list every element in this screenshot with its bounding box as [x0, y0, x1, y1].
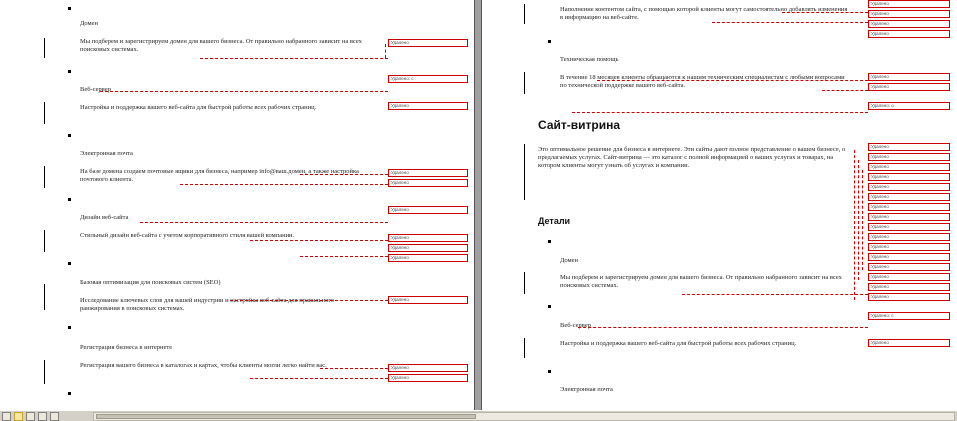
deletion-balloon[interactable]: Удалено — [868, 183, 950, 191]
deletion-balloon[interactable]: Удалено — [868, 233, 950, 241]
change-bar — [524, 144, 525, 200]
deletion-balloon[interactable]: Удалено — [388, 234, 468, 242]
webserver-paragraph: Настройка и поддержка вашего веб-сайта для быстрой работы всех рабочих страниц. — [80, 104, 317, 111]
deletion-balloon[interactable]: Удалено — [388, 102, 468, 110]
deletion-balloon[interactable]: Удалено — [868, 253, 950, 261]
change-bar — [44, 230, 45, 252]
revision-line — [682, 294, 868, 295]
deletion-balloon[interactable]: Удалено: о — [868, 102, 950, 110]
change-bar — [524, 338, 525, 358]
document-page-left[interactable] — [0, 0, 474, 410]
support-paragraph: В течение 18 месяцев клиенты обращаются к нашим техническим специалистам с любыми вопросами по технической поддержке вашего веб-сайта. — [560, 74, 845, 89]
intro-paragraph: Это оптимальное решение для бизнеса в интернете. Эти сайты дают полное представление о вашем бизнесе, о предлагаемых услугах. Сайт-витрина — это каталог с полной информацией о ваших услугах и товарах, на котором клиенты могут узнать об услугах и компании. — [538, 146, 846, 169]
revision-line — [822, 90, 868, 91]
change-bar — [44, 38, 45, 58]
deletion-balloon[interactable]: Удалено — [868, 283, 950, 291]
revision-line — [862, 170, 863, 270]
change-bar — [524, 4, 525, 24]
revision-line — [854, 150, 855, 300]
revision-line — [782, 12, 868, 13]
list-bullet — [68, 134, 71, 137]
deletion-balloon[interactable]: Удалено — [868, 273, 950, 281]
revision-line — [100, 91, 388, 92]
email-heading: Электронная почта — [80, 150, 133, 157]
domain-paragraph: Мы подберем и зарегистрируем домен для вашего бизнеса. От правильно набранного зависит на всех поисковых системах. — [560, 274, 842, 289]
revision-line — [300, 256, 388, 257]
support-heading: Техническая помощь — [560, 56, 619, 63]
scrollbar-thumb[interactable] — [96, 414, 476, 419]
revision-line — [250, 240, 388, 241]
deletion-balloon[interactable]: Удалено: с — [388, 75, 468, 83]
deletion-balloon[interactable]: Удалено — [868, 83, 950, 91]
list-bullet — [548, 240, 551, 243]
deletion-balloon[interactable]: Удалено — [388, 39, 468, 47]
deletion-balloon[interactable]: Удалено — [388, 364, 468, 372]
email-heading: Электронная почта — [560, 386, 613, 393]
deletion-balloon[interactable]: Удалено — [388, 296, 468, 304]
email-paragraph: На базе домена создаем почтовые ящики для бизнеса, например info@ваш.домен, а также настройка почтового клиента. — [80, 168, 359, 183]
web-layout-view-icon[interactable] — [26, 412, 35, 421]
deletion-balloon[interactable]: Удалено — [868, 143, 950, 151]
deletion-balloon[interactable]: Удалено — [388, 179, 468, 187]
revision-line — [200, 58, 388, 59]
details-heading: Детали — [538, 216, 571, 226]
seo-paragraph: Исследование ключевых слов для вашей индустрии и настройка веб-сайта для правильного ранжирования в поисковых системах. — [80, 297, 335, 312]
list-bullet — [68, 7, 71, 10]
deletion-balloon[interactable]: Удалено — [868, 203, 950, 211]
deletion-balloon[interactable]: Удалено — [388, 254, 468, 262]
deletion-balloon[interactable]: Удалено — [868, 263, 950, 271]
webserver-heading: Веб-сервер — [80, 86, 111, 93]
deletion-balloon[interactable]: Удалено — [868, 223, 950, 231]
list-bullet — [68, 392, 71, 395]
change-bar — [44, 102, 45, 124]
reading-view-icon[interactable] — [50, 412, 59, 421]
deletion-balloon[interactable]: Удалено — [868, 163, 950, 171]
normal-view-icon[interactable] — [2, 412, 11, 421]
status-bar — [0, 410, 957, 421]
deletion-balloon[interactable]: Удалено — [868, 0, 950, 8]
deletion-balloon[interactable]: Удалено — [388, 374, 468, 382]
revision-line — [320, 368, 388, 369]
design-paragraph: Стильный дизайн веб-сайта с учетом корпоративного стиля вашей компании. — [80, 232, 295, 239]
revision-line — [712, 22, 868, 23]
change-bar — [44, 284, 45, 310]
webserver-heading: Веб-сервер — [560, 322, 591, 329]
seo-heading: Базовая оптимизация для поисковых систем (SEO) — [80, 279, 221, 286]
print-layout-view-icon[interactable] — [14, 412, 23, 421]
domain-heading: Домен — [560, 257, 579, 264]
list-bullet — [68, 70, 71, 73]
deletion-balloon[interactable]: Удалено — [868, 213, 950, 221]
deletion-balloon[interactable]: Удалено — [868, 153, 950, 161]
deletion-balloon[interactable]: Удалено — [868, 10, 950, 18]
deletion-balloon[interactable]: Удалено — [868, 193, 950, 201]
list-bullet — [548, 305, 551, 308]
deletion-balloon[interactable]: Удалено — [868, 20, 950, 28]
page-separator — [474, 0, 482, 410]
revision-line — [300, 174, 388, 175]
deletion-balloon[interactable]: Удалено — [388, 169, 468, 177]
section-heading: Сайт-витрина — [538, 118, 620, 132]
revision-line — [230, 300, 388, 301]
change-bar — [524, 72, 525, 94]
list-bullet — [548, 370, 551, 373]
deletion-balloon[interactable]: Удалено — [868, 73, 950, 81]
list-bullet — [68, 262, 71, 265]
top-paragraph: Наполнение контентом сайта, с помощью которой клиенты могут самостоятельно добавлять изменения в информацию на веб-сайте. — [560, 6, 848, 21]
revision-line — [385, 44, 386, 58]
deletion-balloon[interactable]: Удалено — [868, 173, 950, 181]
webserver-paragraph: Настройка и поддержка вашего веб-сайта для быстрой работы всех рабочих страниц. — [560, 340, 797, 347]
revision-line — [578, 327, 868, 328]
deletion-balloon[interactable]: Удалено — [868, 339, 950, 347]
revision-line — [180, 184, 388, 185]
deletion-balloon[interactable]: Удалено — [868, 30, 950, 38]
outline-view-icon[interactable] — [38, 412, 47, 421]
deletion-balloon[interactable]: Удалено: с — [868, 312, 950, 320]
domain-paragraph: Мы подберем и зарегистрируем домен для вашего бизнеса. От правильно набранного зависит на всех поисковых системах. — [80, 38, 362, 53]
revision-line — [140, 222, 388, 223]
list-bullet — [68, 198, 71, 201]
registration-paragraph: Регистрация вашего бизнеса в каталогах и картах, чтобы клиенты могли легко найти вас. — [80, 362, 327, 369]
revision-line — [250, 378, 388, 379]
registration-heading: Регистрация бизнеса в интернете — [80, 344, 173, 351]
change-bar — [44, 166, 45, 188]
change-bar — [524, 272, 525, 294]
list-bullet — [68, 326, 71, 329]
deletion-balloon[interactable]: Удалено — [388, 244, 468, 252]
document-page-right[interactable] — [482, 0, 957, 410]
list-bullet — [548, 40, 551, 43]
revision-line — [572, 112, 868, 113]
deletion-balloon[interactable]: Удалено — [868, 293, 950, 301]
domain-heading: Домен — [80, 20, 99, 27]
change-bar — [44, 360, 45, 384]
revision-line — [597, 80, 868, 81]
design-heading: Дизайн веб-сайта — [80, 214, 129, 221]
revision-line — [858, 160, 859, 280]
deletion-balloon[interactable]: Удалено — [868, 243, 950, 251]
horizontal-scrollbar[interactable] — [93, 412, 955, 421]
deletion-balloon[interactable]: Удалено — [388, 206, 468, 214]
